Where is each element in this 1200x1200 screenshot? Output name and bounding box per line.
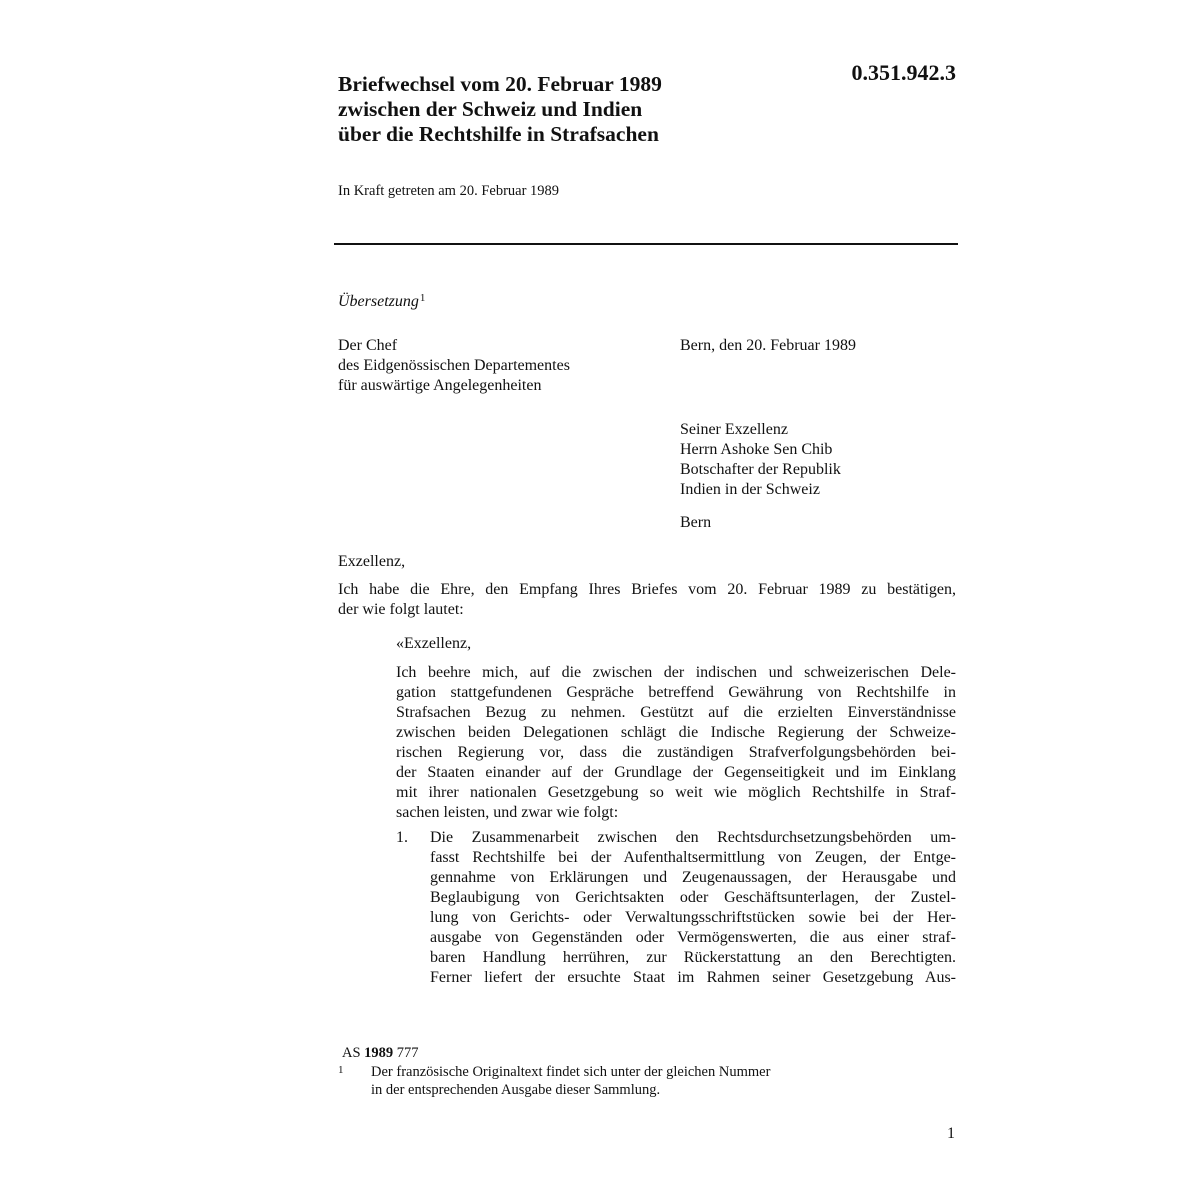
- list-item-line: Die Zusammenarbeit zwischen den Rechtsdurchsetzungsbehörden um-: [430, 829, 956, 846]
- recipient-line: Indien in der Schweiz: [680, 481, 820, 498]
- quote-line: rischen Regierung vor, dass die zuständigen Strafverfolgungsbehörden bei-: [396, 744, 956, 761]
- header-divider: [334, 243, 958, 245]
- quote-line: Strafsachen Bezug zu nehmen. Gestützt auf die erzielten Einverständnisse: [396, 704, 956, 721]
- footnote-line: in der entsprechenden Ausgabe dieser Sammlung.: [371, 1082, 661, 1098]
- quote-salutation: «Exzellenz,: [396, 635, 472, 652]
- recipient-block: [680, 420, 841, 533]
- recipient-line: Herrn Ashoke Sen Chib: [680, 441, 833, 458]
- quoted-letter-paragraph: [396, 663, 956, 823]
- official-collection-reference: [342, 1044, 419, 1062]
- recipient-line: Seiner Exzellenz: [680, 421, 788, 438]
- title-line: über die Rechtshilfe in Strafsachen: [338, 122, 659, 146]
- as-year: 1989: [364, 1045, 394, 1061]
- list-item-line: Beglaubigung von Gerichtsakten oder Geschäftsunterlagen, der Zustel-: [430, 889, 956, 906]
- list-item-line: lung von Gerichts- oder Verwaltungsschriftstücken sowie bei der Her-: [430, 909, 956, 926]
- sender-line: Der Chef: [338, 337, 398, 354]
- in-force-date: In Kraft getreten am 20. Februar 1989: [338, 183, 560, 199]
- quote-line: der Staaten einander auf der Grundlage der Gegenseitigkeit und im Einklang: [396, 764, 956, 781]
- dateline: Bern, den 20. Februar 1989: [680, 337, 856, 354]
- footnote-mark: 1: [338, 1064, 344, 1076]
- document-title: [338, 72, 778, 147]
- quote-line: zwischen beiden Delegationen schlägt die Indische Regierung der Schweize-: [396, 724, 956, 741]
- footnote-text: [371, 1063, 770, 1099]
- list-item-line: fasst Rechtshilfe bei der Aufenthaltsermittlung von Zeugen, der Entge-: [430, 849, 956, 866]
- title-line: zwischen der Schweiz und Indien: [338, 97, 643, 121]
- page-number: 1: [947, 1125, 955, 1142]
- list-item-line: ausgabe von Gegenständen oder Vermögenswerten, die aus einer straf-: [430, 929, 956, 946]
- recipient-line: Botschafter der Republik: [680, 461, 841, 478]
- quote-line: mit ihrer nationalen Gesetzgebung so weit wie möglich Rechtshilfe in Straf-: [396, 784, 956, 801]
- footnote-line: Der französische Originaltext findet sich unter der gleichen Nummer: [371, 1064, 771, 1080]
- footnote-reference[interactable]: 1: [419, 292, 426, 304]
- translation-note: [338, 288, 425, 312]
- sender-block: [338, 336, 570, 396]
- quote-line: sachen leisten, und zwar wie folgt:: [396, 804, 619, 821]
- sender-line: für auswärtige Angelegenheiten: [338, 377, 542, 394]
- title-line: Briefwechsel vom 20. Februar 1989: [338, 72, 662, 96]
- recipient-city: Bern: [680, 514, 712, 531]
- list-item-number: 1.: [396, 829, 408, 846]
- list-item-line: baren Handlung herrühren, zur Rückerstattung an den Berechtigten.: [430, 949, 956, 966]
- translation-label: Übersetzung: [338, 293, 419, 310]
- list-item-line: gennahme von Erklärungen und Zeugenaussagen, der Herausgabe und: [430, 869, 956, 886]
- sender-line: des Eidgenössischen Departementes: [338, 357, 570, 374]
- list-item-line: Ferner liefert der ersuchte Staat im Rahmen seiner Gesetzgebung Aus-: [430, 969, 956, 986]
- intro-line: der wie folgt lautet:: [338, 601, 464, 618]
- as-page: 777: [396, 1045, 419, 1061]
- list-item: [430, 828, 956, 988]
- intro-paragraph: [338, 580, 956, 620]
- quote-line: Ich beehre mich, auf die zwischen der indischen und schweizerischen Dele-: [396, 664, 956, 681]
- quote-line: gation stattgefundenen Gespräche betreffend Gewährung von Rechtshilfe in: [396, 684, 956, 701]
- sr-number: 0.351.942.3: [851, 60, 956, 85]
- intro-line: Ich habe die Ehre, den Empfang Ihres Briefes vom 20. Februar 1989 zu bestätigen,: [338, 581, 956, 598]
- salutation: Exzellenz,: [338, 553, 406, 570]
- as-prefix: AS: [342, 1045, 361, 1061]
